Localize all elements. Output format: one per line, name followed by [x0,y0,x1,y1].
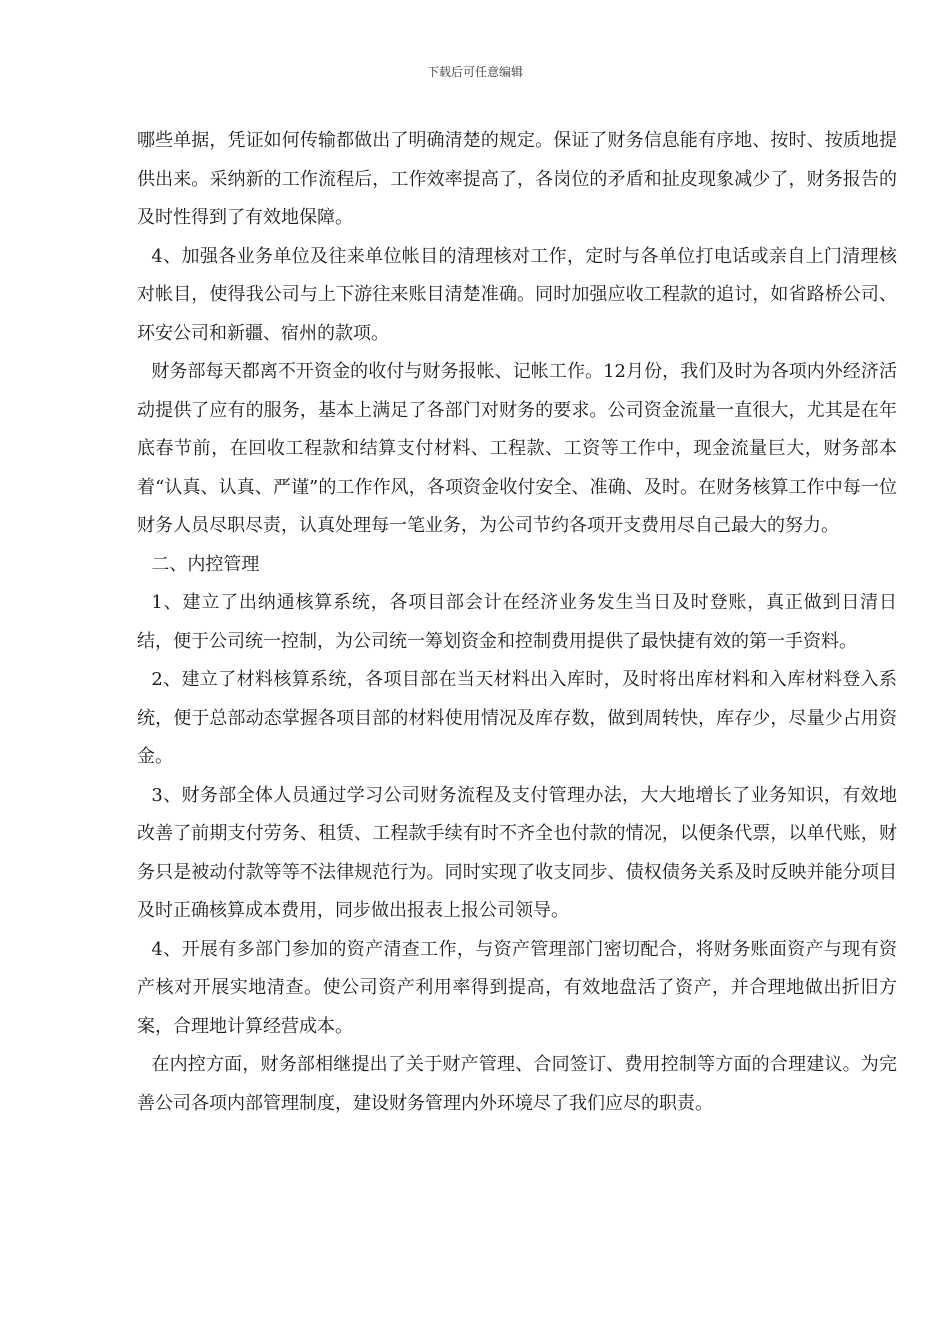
paragraph-fund-flow: 财务部每天都离不开资金的收付与财务报帐、记帐工作。12月份，我们及时为各项内外经济活动提供了应有的服务，基本上满足了各部门对财务的要求。公司资金流量一直很大，尤其是在年底春节前，在回收工程款和结算支付材料、工程款、工资等工作中，现金流量巨大，财务部本着“认真、认真、严谨”的工作作风，各项资金收付安全、准确、及时。在财务核算工作中每一位财务人员尽职尽责，认真处理每一笔业务，为公司节约各项开支费用尽自己最大的努力。 [137,361,897,536]
paragraph-cashier-system: 1、建立了出纳通核算系统，各项目部会计在经济业务发生当日及时登账，真正做到日清日结，便于公司统一控制，为公司统一筹划资金和控制费用提供了最快捷有效的第一手资料。 [137,592,897,652]
paragraph-internal-control-summary: 在内控方面，财务部相继提出了关于财产管理、合同签订、费用控制等方面的合理建议。为完善公司各项内部管理制度，建设财务管理内外环境尽了我们应尽的职责。 [137,1054,897,1114]
paragraph-reconciliation: 4、加强各业务单位及往来单位帐目的清理核对工作，定时与各单位打电话或亲自上门清理核对帐目，使得我公司与上下游往来账目清楚准确。同时加强应收工程款的追讨，如省路桥公司、环安公司和新疆、宿州的款项。 [137,245,897,344]
paragraph-material-system: 2、建立了材料核算系统，各项目部在当天材料出入库时，及时将出库材料和入库材料登入系统，便于总部动态掌握各项目部的材料使用情况及库存数，做到周转快，库存少，尽量少占用资金。 [137,669,897,767]
paragraph-asset-inventory: 4、开展有多部门参加的资产清查工作，与资产管理部门密切配合，将财务账面资产与现有资产核对开展实地清查。使公司资产利用率得到提高，有效地盘活了资产，并合理地做出折旧方案，合理地计算经营成本。 [137,938,897,1037]
document-body [137,122,897,1123]
paragraph-staff-training: 3、财务部全体人员通过学习公司财务流程及支付管理办法，大大地增长了业务知识，有效地改善了前期支付劳务、租赁、工程款手续有时不齐全也付款的情况，以便条代票，以单代账，财务只是被动付款等等不法律规范行为。同时实现了收支同步、债权债务关系及时反映并能分项目及时正确核算成本费用，同步做出报表上报公司领导。 [137,784,897,921]
page-header-note: 下载后可任意编辑 [426,65,523,79]
section-heading-internal-control: 二、内控管理 [151,553,260,575]
paragraph-document-intro: 哪些单据，凭证如何传输都做出了明确清楚的规定。保证了财务信息能有序地、按时、按质地提供出来。采纳新的工作流程后，工作效率提高了，各岗位的矛盾和扯皮现象减少了，财务报告的及时性得到了有效地保障。 [137,130,897,228]
